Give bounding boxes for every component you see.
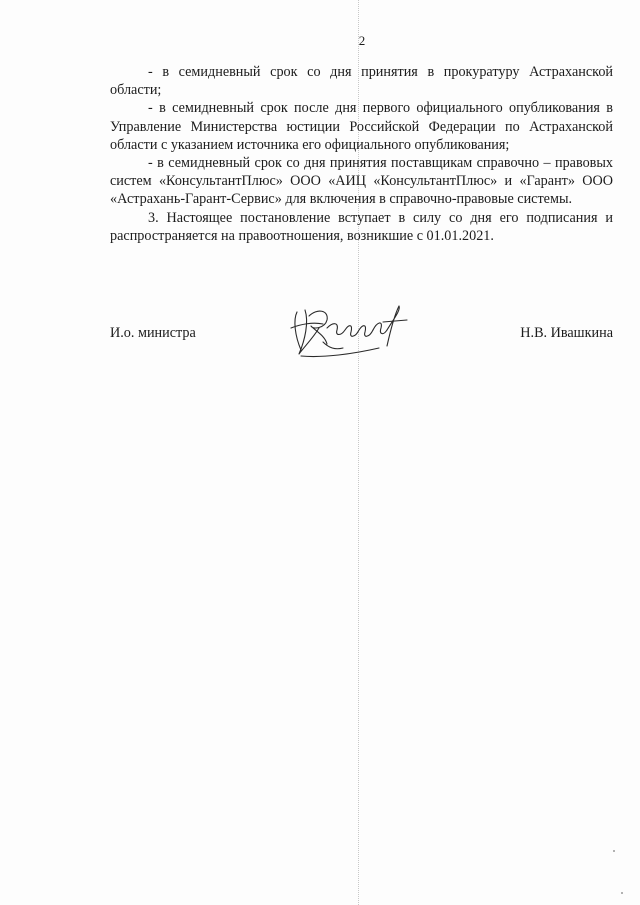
page-number: 2 [358,33,366,48]
paragraph-legal-systems: - в семидневный срок со дня принятия поставщикам справочно – правовых систем «КонсультантПлюс» ООО «АИЦ «КонсультантПлюс» и «Гарант» ООО «Астрахань-Гарант-Сервис» для включения в справочно-правовые системы. [110,155,613,208]
scan-speck [621,892,623,894]
paragraph-effective-date: 3. Настоящее постановление вступает в силу со дня его подписания и распространяется на правоотношения, возникшие с 01.01.2021. [110,209,613,244]
handwritten-signature [283,298,423,368]
paragraph-ministry-justice: - в семидневный срок после дня первого официального опубликования в Управление Министерства юстиции Российской Федерации по Астраханской области с указанием источника его официального опубликования; [110,100,613,153]
paragraph-prosecutor: - в семидневный срок со дня принятия в прокуратуру Астраханской области; [110,64,613,99]
document-body [110,63,613,245]
signatory-name: Н.В. Ивашкина [520,325,613,341]
scan-speck [613,850,615,852]
signatory-position: И.о. министра [110,325,196,341]
